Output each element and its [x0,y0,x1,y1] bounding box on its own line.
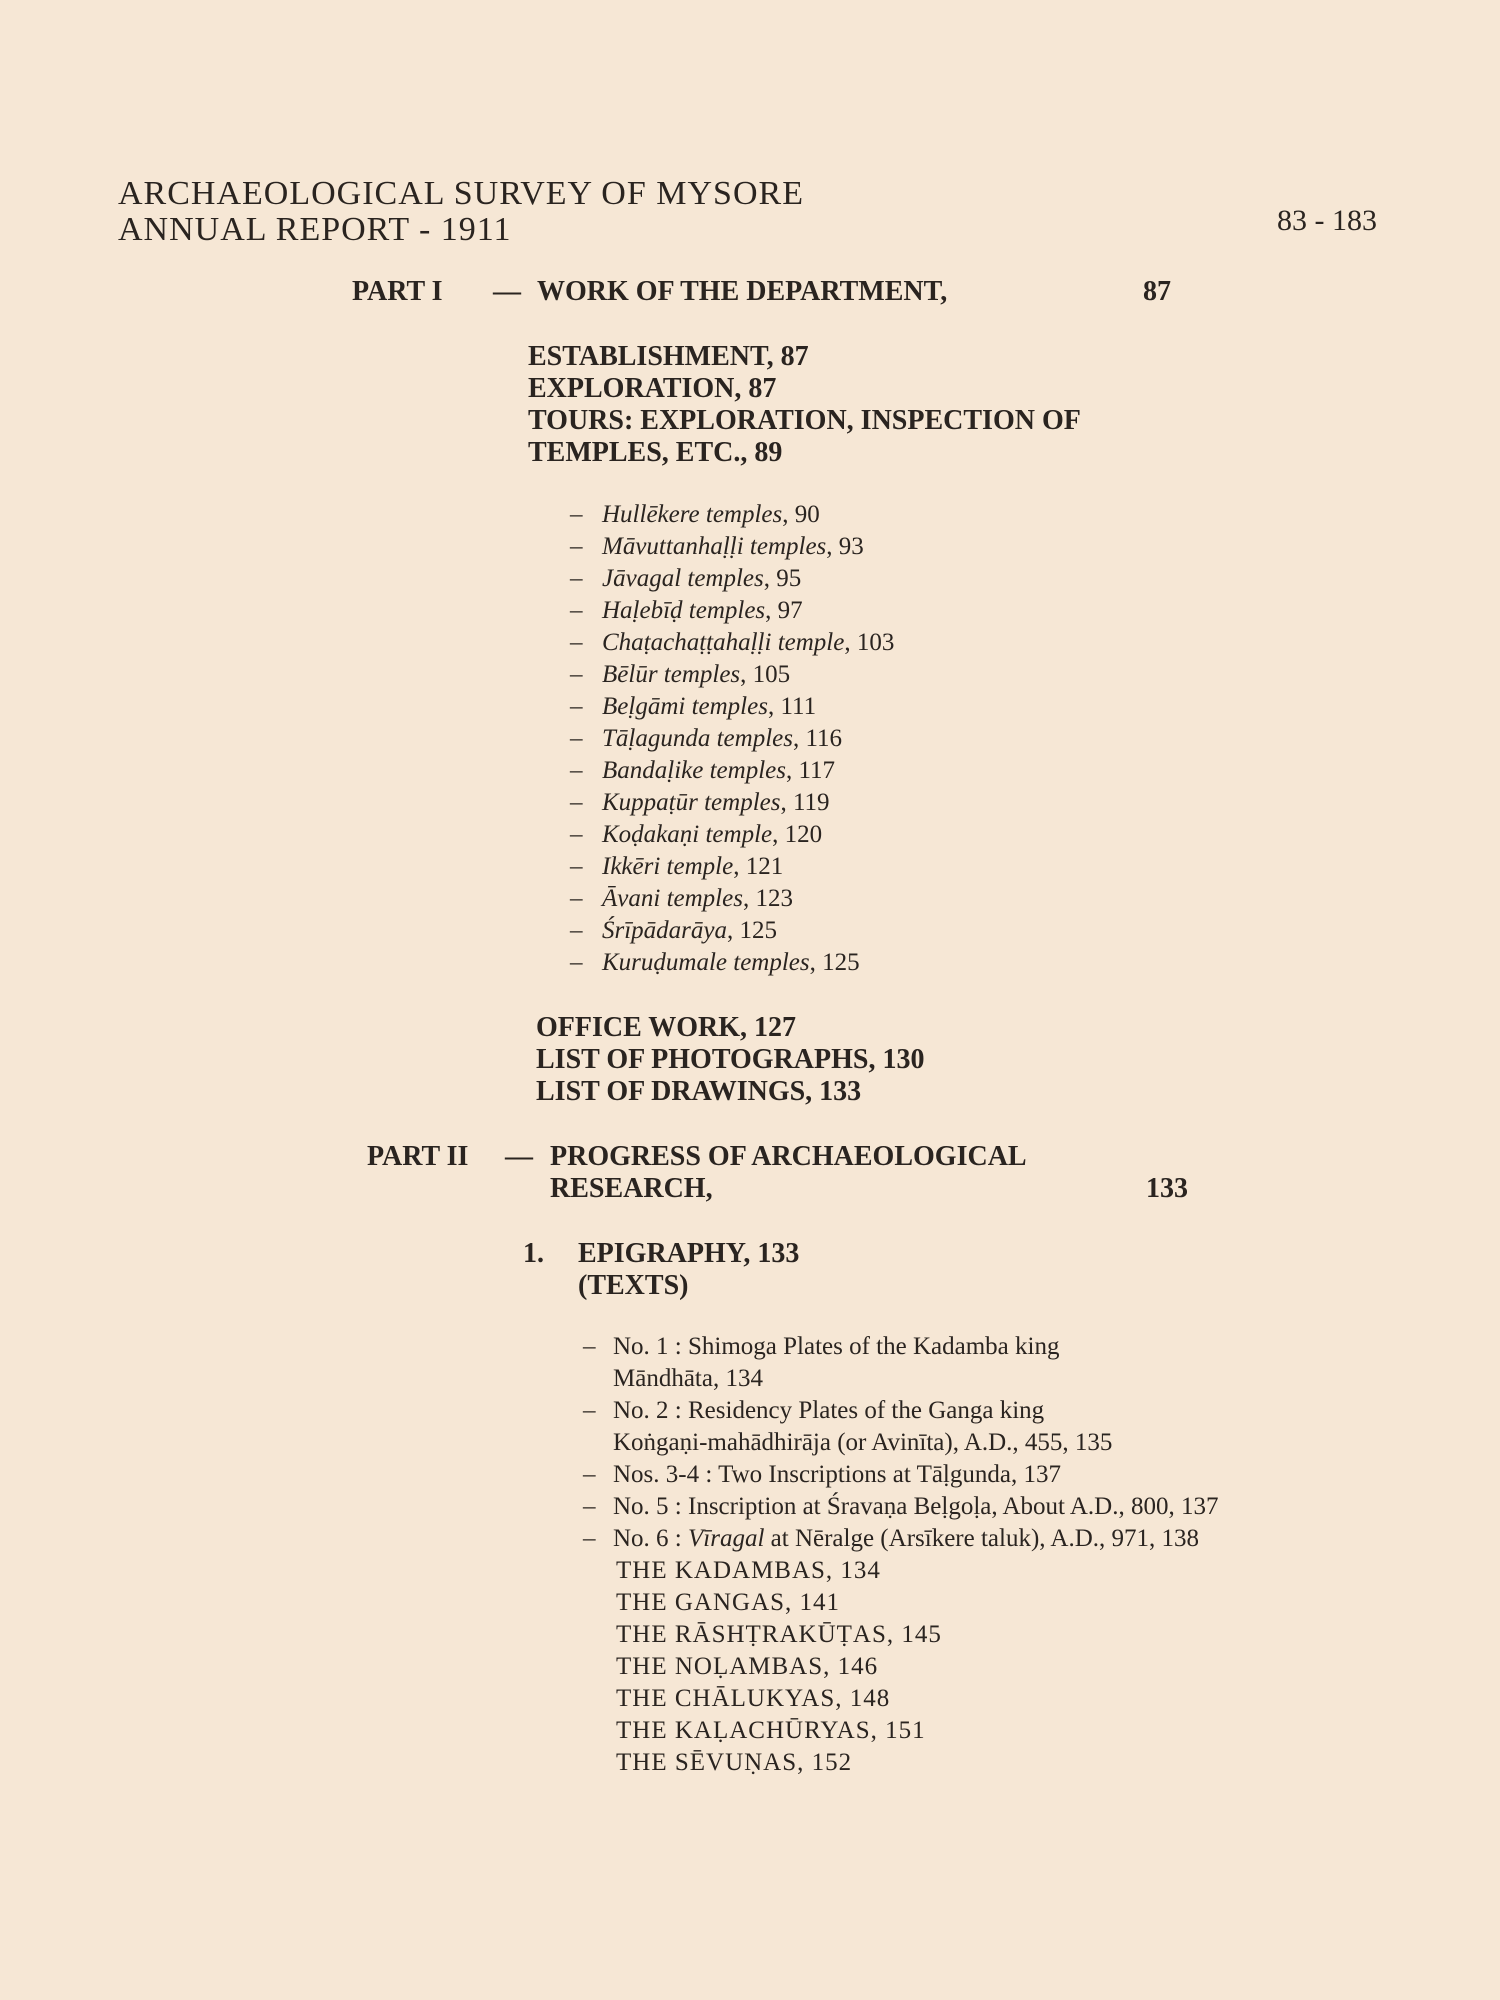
epigraphy-subtitle: (TEXTS) [578,1270,689,1301]
part2-title-line2: RESEARCH, [550,1173,713,1204]
section-drawings: LIST OF DRAWINGS, 133 [536,1076,862,1107]
temple-page: 123 [755,885,793,912]
list-item: – Beḷgāmi temples, 111 [570,693,817,720]
part2-dash: — [505,1141,533,1172]
inscription-italic-term: Vīragal [688,1525,765,1552]
list-item: THE SĒVUṆAS, 152 [616,1749,853,1776]
temple-name: Chaṭachaṭṭahaḷḷi temple [602,629,845,656]
part1-page: 87 [1143,276,1171,307]
temple-name: Jāvagal temples [602,565,764,592]
temple-page: 116 [805,725,843,752]
list-item: THE GANGAS, 141 [616,1589,841,1616]
list-item: THE RĀSHṬRAKŪṬAS, 145 [616,1621,942,1648]
list-item: – Haḷebīḍ temples, 97 [570,597,803,624]
list-item [583,1363,1218,1395]
list-item [583,1427,1218,1459]
temple-name: Śrīpādarāya [602,917,727,944]
list-item: – Kuruḍumale temples, 125 [570,949,860,976]
temple-page: 90 [794,501,820,528]
list-item: – No. 5 : Inscription at Śravaṇa Beḷgoḷa, About A.D., 800, 137 [583,1493,1219,1520]
list-item: – Hullēkere temples, 90 [570,501,820,528]
list-item: – Ikkēri temple, 121 [570,853,784,880]
section-office-work: OFFICE WORK, 127 [536,1012,797,1043]
list-item: – Bandaḷike temples, 117 [570,757,836,784]
list-item: – Śrīpādarāya, 125 [570,917,777,944]
inscription-text: No. 1 : Shimoga Plates of the Kadamba king [613,1333,1060,1360]
temple-page: 119 [792,789,830,816]
temple-page: 125 [739,917,777,944]
part2-page: 133 [1146,1173,1188,1204]
temple-name: Kuppaṭūr temples [602,789,781,816]
inscriptions-list [583,1331,1218,1555]
temple-name: Hullēkere temples [602,501,783,528]
section-photographs: LIST OF PHOTOGRAPHS, 130 [536,1044,925,1075]
inscription-text: No. 2 : Residency Plates of the Ganga king [613,1397,1045,1424]
section-establishment: ESTABLISHMENT, 87 [528,341,809,372]
temple-page: 121 [745,853,784,880]
list-item: – Bēlūr temples, 105 [570,661,791,688]
epigraphy-number: 1. [523,1238,544,1269]
temple-name: Bēlūr temples [602,661,741,688]
list-item: THE CHĀLUKYAS, 148 [616,1685,891,1712]
temple-name: Bandaḷike temples [602,757,786,784]
list-item: THE KADAMBAS, 134 [616,1557,881,1584]
temple-page: 105 [752,661,791,688]
list-item: – Nos. 3-4 : Two Inscriptions at Tāḷgunda, 137 [583,1461,1061,1488]
part1-label: PART I [352,276,443,307]
report-title-line1: ARCHAEOLOGICAL SURVEY OF MYSORE [118,175,804,212]
epigraphy-title: EPIGRAPHY, 133 [578,1238,800,1269]
list-item: – Māvuttanhaḷḷi temples, 93 [570,533,864,560]
part1-title: WORK OF THE DEPARTMENT, [537,276,948,307]
temple-name: Tāḷagunda temples [602,725,793,752]
temple-name: Āvani temples [602,885,743,912]
list-item: – No. 6 : Vīragal at Nēralge (Arsīkere taluk), A.D., 971, 138 [583,1525,1200,1552]
list-item: – Chaṭachaṭṭahaḷḷi temple, 103 [570,629,895,656]
list-item: – Koḍakaṇi temple, 120 [570,821,823,848]
part1-dash: — [493,276,521,307]
section-tours-cont: TEMPLES, ETC., 89 [528,437,783,468]
temple-name: Kuruḍumale temples [602,949,810,976]
list-item: – Tāḷagunda temples, 116 [570,725,843,752]
temple-name: Haḷebīḍ temples [602,597,766,624]
temple-name: Ikkēri temple [602,853,734,880]
temple-page: 125 [822,949,860,976]
section-tours: TOURS: EXPLORATION, INSPECTION OF [528,405,1081,436]
part2-title-line1: PROGRESS OF ARCHAEOLOGICAL [550,1141,1027,1172]
temple-page: 117 [798,757,836,784]
list-item: – Āvani temples, 123 [570,885,793,912]
temple-name: Māvuttanhaḷḷi temples [602,533,827,560]
list-item: – No. 1 : Shimoga Plates of the Kadamba king [583,1333,1060,1360]
inscription-text: at Nēralge (Arsīkere taluk), A.D., 971, 138 [764,1525,1200,1552]
inscription-text: No. 6 : [613,1525,688,1552]
dynasties-list [616,1555,942,1779]
list-item: – Kuppaṭūr temples, 119 [570,789,830,816]
page-range: 83 - 183 [1277,204,1377,237]
inscription-text: Koṅgaṇi-mahādhirāja (or Avinīta), A.D., 455, 135 [613,1429,1113,1456]
inscription-text: No. 5 : Inscription at Śravaṇa Beḷgoḷa, About A.D., 800, 137 [613,1493,1219,1520]
part2-label: PART II [367,1141,469,1172]
temple-name: Beḷgāmi temples [602,693,768,720]
list-item: THE KAḶACHŪRYAS, 151 [616,1717,926,1744]
section-exploration: EXPLORATION, 87 [528,373,777,404]
list-item: THE NOḶAMBAS, 146 [616,1653,879,1680]
temple-page: 93 [838,533,864,560]
list-item: – No. 2 : Residency Plates of the Ganga king [583,1397,1045,1424]
temple-page: 120 [784,821,823,848]
temple-page: 103 [856,629,895,656]
temple-page: 95 [776,565,802,592]
temple-name: Koḍakaṇi temple [602,821,773,848]
inscription-text: Nos. 3-4 : Two Inscriptions at Tāḷgunda, 137 [613,1461,1061,1488]
inscription-text: Māndhāta, 134 [613,1365,763,1392]
report-title-line2: ANNUAL REPORT - 1911 [118,211,512,248]
list-item: – Jāvagal temples, 95 [570,565,802,592]
temple-page: 97 [777,597,803,624]
temple-page: 111 [780,693,817,720]
temples-list [570,499,894,979]
